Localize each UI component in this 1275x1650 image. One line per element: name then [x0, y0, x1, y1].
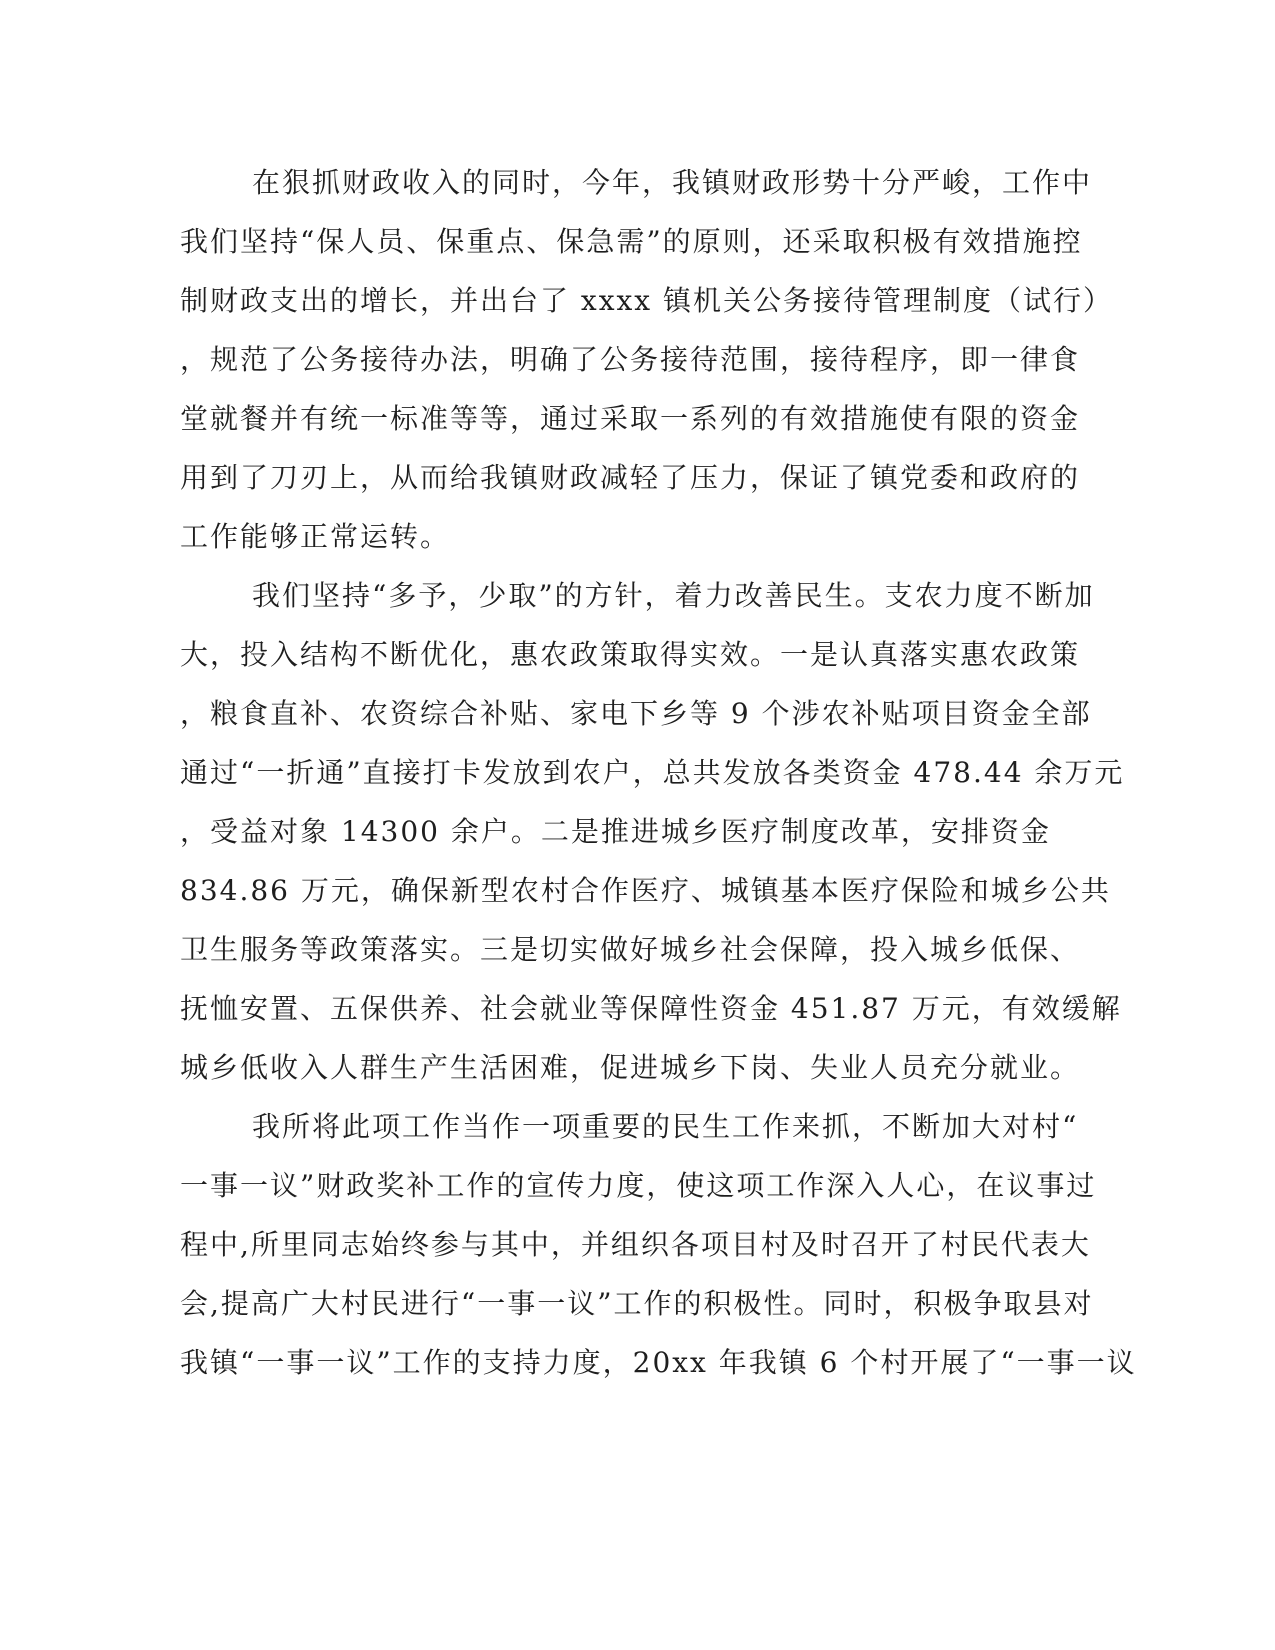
paragraph-3	[180, 1097, 1137, 1392]
text-line: 城乡低收入人群生产生活困难，促进城乡下岗、失业人员充分就业。	[180, 1051, 1081, 1084]
text-line: 用到了刀刃上，从而给我镇财政减轻了压力，保证了镇党委和政府的	[180, 461, 1081, 494]
text-line: 程中,所里同志始终参与其中，并组织各项目村及时召开了村民代表大	[180, 1228, 1091, 1261]
text-line: 堂就餐并有统一标准等等，通过采取一系列的有效措施使有限的资金	[180, 402, 1081, 435]
text-line: 会,提高广大村民进行“一事一议”工作的积极性。同时，积极争取县对	[180, 1287, 1094, 1320]
body-text	[180, 153, 1137, 1392]
text-line: 在狠抓财政收入的同时，今年，我镇财政形势十分严峻，工作中	[252, 166, 1093, 199]
text-line: ，粮食直补、农资综合补贴、家电下乡等 9 个涉农补贴项目资金全部	[180, 697, 1092, 730]
paragraph-1	[180, 153, 1113, 566]
text-line: 一事一议”财政奖补工作的宣传力度，使这项工作深入人心，在议事过	[180, 1169, 1097, 1202]
text-line: 制财政支出的增长，并出台了 xxxx 镇机关公务接待管理制度（试行）	[180, 284, 1113, 317]
text-line: 工作能够正常运转。	[180, 520, 451, 553]
paragraph-2	[180, 566, 1125, 1097]
text-line: 抚恤安置、五保供养、社会就业等保障性资金 451.87 万元，有效缓解	[180, 992, 1122, 1025]
text-line: ，规范了公务接待办法，明确了公务接待范围，接待程序，即一律食	[180, 343, 1081, 376]
text-line: 834.86 万元，确保新型农村合作医疗、城镇基本医疗保险和城乡公共	[180, 874, 1111, 907]
text-line: 卫生服务等政策落实。三是切实做好城乡社会保障，投入城乡低保、	[180, 933, 1081, 966]
text-line: 通过“一折通”直接打卡发放到农户，总共发放各类资金 478.44 余万元	[180, 756, 1125, 789]
text-line: 我所将此项工作当作一项重要的民生工作来抓，不断加大对村“	[252, 1110, 1079, 1143]
text-line: 我镇“一事一议”工作的支持力度，20xx 年我镇 6 个村开展了“一事一议	[180, 1346, 1137, 1379]
text-line: 大，投入结构不断优化，惠农政策取得实效。一是认真落实惠农政策	[180, 638, 1081, 671]
text-line: 我们坚持“保人员、保重点、保急需”的原则，还采取积极有效措施控	[180, 225, 1083, 258]
text-line: ，受益对象 14300 余户。二是推进城乡医疗制度改革，安排资金	[180, 815, 1051, 848]
text-line: 我们坚持“多予，少取”的方针，着力改善民生。支农力度不断加	[252, 579, 1095, 612]
